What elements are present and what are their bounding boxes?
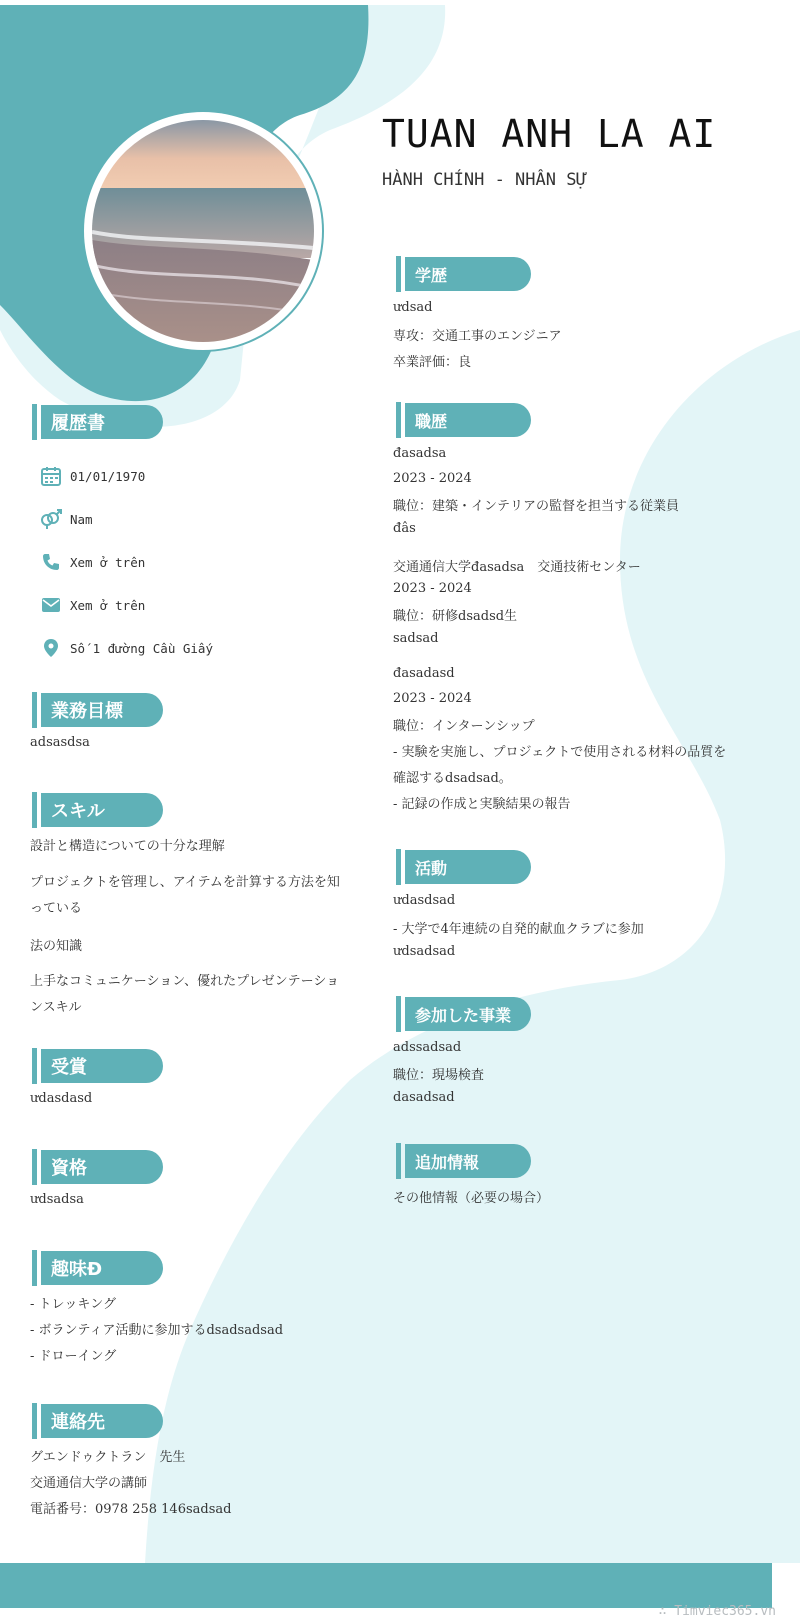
experience-line: 職位：建築・インテリアの監督を担当する従業員 [393, 499, 680, 514]
education-line: 専攻：交通工事のエンジニア [393, 329, 562, 344]
awards-text: ưdasdasd [30, 1091, 93, 1106]
info-address: Số 1 đường Cầu Giấy [40, 636, 213, 660]
certificates-text: ưdsadsa [30, 1192, 84, 1207]
section-title-activities: 活動 [405, 850, 531, 884]
experience-line: đasadsa [393, 446, 447, 461]
section-title-projects: 参加した事業 [405, 997, 531, 1031]
section-title-awards: 受賞 [41, 1049, 163, 1083]
info-birthdate: 01/01/1970 [40, 464, 145, 488]
section-header-certificates [32, 1149, 163, 1185]
candidate-role: HÀNH CHÍNH - NHÂN SỰ [382, 170, 587, 190]
experience-line: sadsad [393, 631, 439, 646]
section-header-projects [396, 996, 531, 1032]
candidate-name: TUAN ANH LA AI [382, 112, 717, 156]
experience-line: 交通通信大学đasadsa 交通技術センター [393, 560, 641, 575]
project-line: dasadsad [393, 1090, 455, 1105]
section-header-experience [396, 402, 531, 438]
section-title-profile: 履歴書 [41, 405, 163, 439]
objective-text: adsasdsa [30, 735, 90, 750]
location-icon [40, 637, 62, 659]
section-title-certificates: 資格 [41, 1150, 163, 1184]
info-phone: Xem ở trên [40, 550, 145, 574]
experience-line: - 実験を実施し、プロジェクトで使用される材料の品質を [393, 745, 727, 760]
beach-photo [92, 120, 314, 342]
section-title-objective: 業務目標 [41, 693, 163, 727]
experience-line: 確認するdsadsad。 [393, 771, 512, 786]
skill-item: 設計と構造についての十分な理解 [30, 839, 225, 854]
experience-line: 職位：研修dsadsd生 [393, 609, 518, 624]
hobby-item: - ドローイング [30, 1349, 117, 1364]
activity-line: ưdasdsad [393, 893, 456, 908]
section-header-objective [32, 692, 163, 728]
education-line: ưdsad [393, 300, 433, 315]
hobby-item: - トレッキング [30, 1297, 117, 1312]
experience-line: 2023 - 2024 [393, 471, 472, 486]
experience-line: 職位：インターンシップ [393, 719, 535, 734]
section-title-additional: 追加情報 [405, 1144, 531, 1178]
activity-line: ưdsadsad [393, 944, 456, 959]
footer-bar [0, 1563, 772, 1608]
calendar-icon [40, 465, 62, 487]
section-title-skills: スキル [41, 793, 163, 827]
section-header-skills [32, 792, 163, 828]
section-header-hobbies [32, 1250, 163, 1286]
section-title-hobbies: 趣味Đ [41, 1251, 163, 1285]
project-line: adssadsad [393, 1040, 462, 1055]
experience-line: - 記録の作成と実験結果の報告 [393, 797, 571, 812]
reference-line: グエンドゥクトラン 先生 [30, 1450, 186, 1465]
email-icon [40, 594, 62, 616]
experience-line: 2023 - 2024 [393, 581, 472, 596]
hobby-item: - ボランティア活動に参加するdsadsadsad [30, 1323, 284, 1338]
section-header-references [32, 1403, 163, 1439]
education-line: 卒業評価：良 [393, 355, 472, 370]
gender-icon [40, 508, 62, 530]
section-title-education: 学歴 [405, 257, 531, 291]
experience-line: đâs [393, 521, 416, 536]
experience-line: 2023 - 2024 [393, 691, 472, 706]
reference-line: 電話番号：0978 258 146sadsad [30, 1502, 232, 1517]
section-header-profile [32, 404, 163, 440]
skill-item: プロジェクトを管理し、アイテムを計算する方法を知っている [30, 875, 340, 916]
project-line: 職位：現場検査 [393, 1068, 485, 1083]
info-gender: Nam [40, 507, 93, 531]
avatar-photo [92, 120, 314, 342]
additional-line: その他情報（必要の場合） [393, 1191, 550, 1206]
section-header-activities [396, 849, 531, 885]
phone-icon [40, 551, 62, 573]
reference-line: 交通通信大学の講師 [30, 1476, 148, 1491]
skill-item: 上手なコミュニケーション、優れたプレゼンテーションスキル [30, 974, 340, 1015]
section-header-awards [32, 1048, 163, 1084]
section-title-experience: 職歴 [405, 403, 531, 437]
skill-item: 法の知識 [30, 939, 83, 954]
watermark: ∴ Timviec365.vn [658, 1604, 776, 1619]
section-title-references: 連絡先 [41, 1404, 163, 1438]
info-email: Xem ở trên [40, 593, 145, 617]
experience-line: đasadasd [393, 666, 455, 681]
activity-line: - 大学で4年連続の自発的献血クラブに参加 [393, 922, 644, 937]
section-header-education [396, 256, 531, 292]
section-header-additional [396, 1143, 531, 1179]
